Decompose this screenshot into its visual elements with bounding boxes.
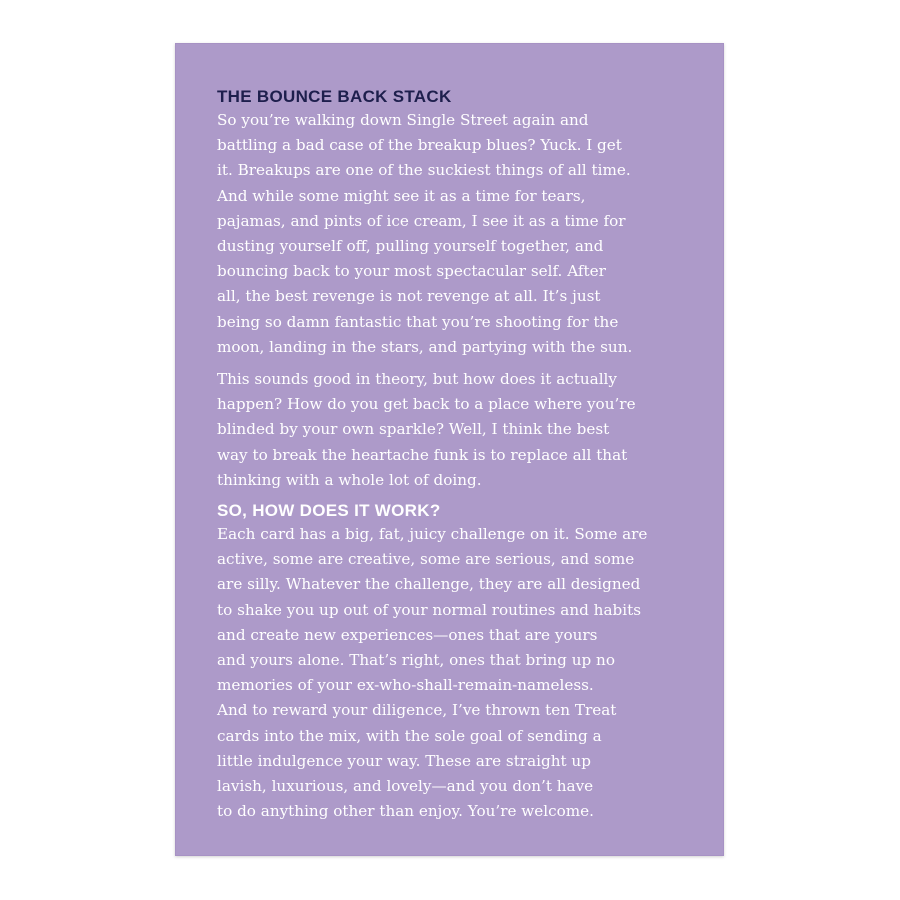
text-line: pajamas, and pints of ice cream, I see it as a time for	[217, 211, 626, 230]
text-line: bouncing back to your most spectacular self. After	[217, 262, 606, 281]
intro-paragraph	[217, 108, 707, 360]
text-line: This sounds good in theory, but how does it actually	[217, 370, 617, 389]
text-line: So you’re walking down Single Street again and	[217, 111, 589, 129]
text-line: lavish, luxurious, and lovely—and you don’t have	[217, 777, 594, 796]
text-line: little indulgence your way. These are straight up	[217, 751, 591, 770]
instruction-card	[175, 43, 724, 856]
text-line: all, the best revenge is not revenge at all. It’s just	[217, 287, 601, 306]
theory-paragraph	[217, 367, 707, 493]
text-line: and create new experiences—ones that are yours	[217, 625, 598, 644]
text-line: dusting yourself off, pulling yourself together, and	[217, 237, 604, 256]
text-line: Each card has a big, fat, juicy challenge on it. Some are	[217, 525, 648, 544]
text-line: cards into the mix, with the sole goal of sending a	[217, 726, 602, 745]
text-line: to do anything other than enjoy. You’re welcome.	[217, 802, 594, 821]
card-content	[217, 86, 707, 824]
text-line: battling a bad case of the breakup blues? Yuck. I get	[217, 136, 622, 155]
card-title: THE BOUNCE BACK STACK	[217, 87, 452, 106]
text-line: moon, landing in the stars, and partying with the sun.	[217, 337, 633, 356]
text-line: being so damn fantastic that you’re shooting for the	[217, 312, 619, 331]
text-line: and yours alone. That’s right, ones that bring up no	[217, 651, 615, 670]
text-line: happen? How do you get back to a place where you’re	[217, 395, 636, 414]
how-it-works-paragraph	[217, 522, 707, 824]
text-line: active, some are creative, some are serious, and some	[217, 550, 635, 569]
text-line: way to break the heartache funk is to replace all that	[217, 445, 628, 464]
text-line: And to reward your diligence, I’ve thrown ten Treat	[217, 701, 617, 720]
text-line: it. Breakups are one of the suckiest things of all time.	[217, 161, 631, 180]
text-line: thinking with a whole lot of doing.	[217, 470, 482, 489]
text-line: memories of your ex-who-shall-remain-nameless.	[217, 676, 594, 695]
section-heading: SO, HOW DOES IT WORK?	[217, 501, 441, 521]
text-line: blinded by your own sparkle? Well, I think the best	[217, 420, 610, 439]
text-line: to shake you up out of your normal routines and habits	[217, 600, 641, 619]
text-line: And while some might see it as a time for tears,	[217, 186, 586, 205]
text-line: are silly. Whatever the challenge, they are all designed	[217, 575, 641, 594]
